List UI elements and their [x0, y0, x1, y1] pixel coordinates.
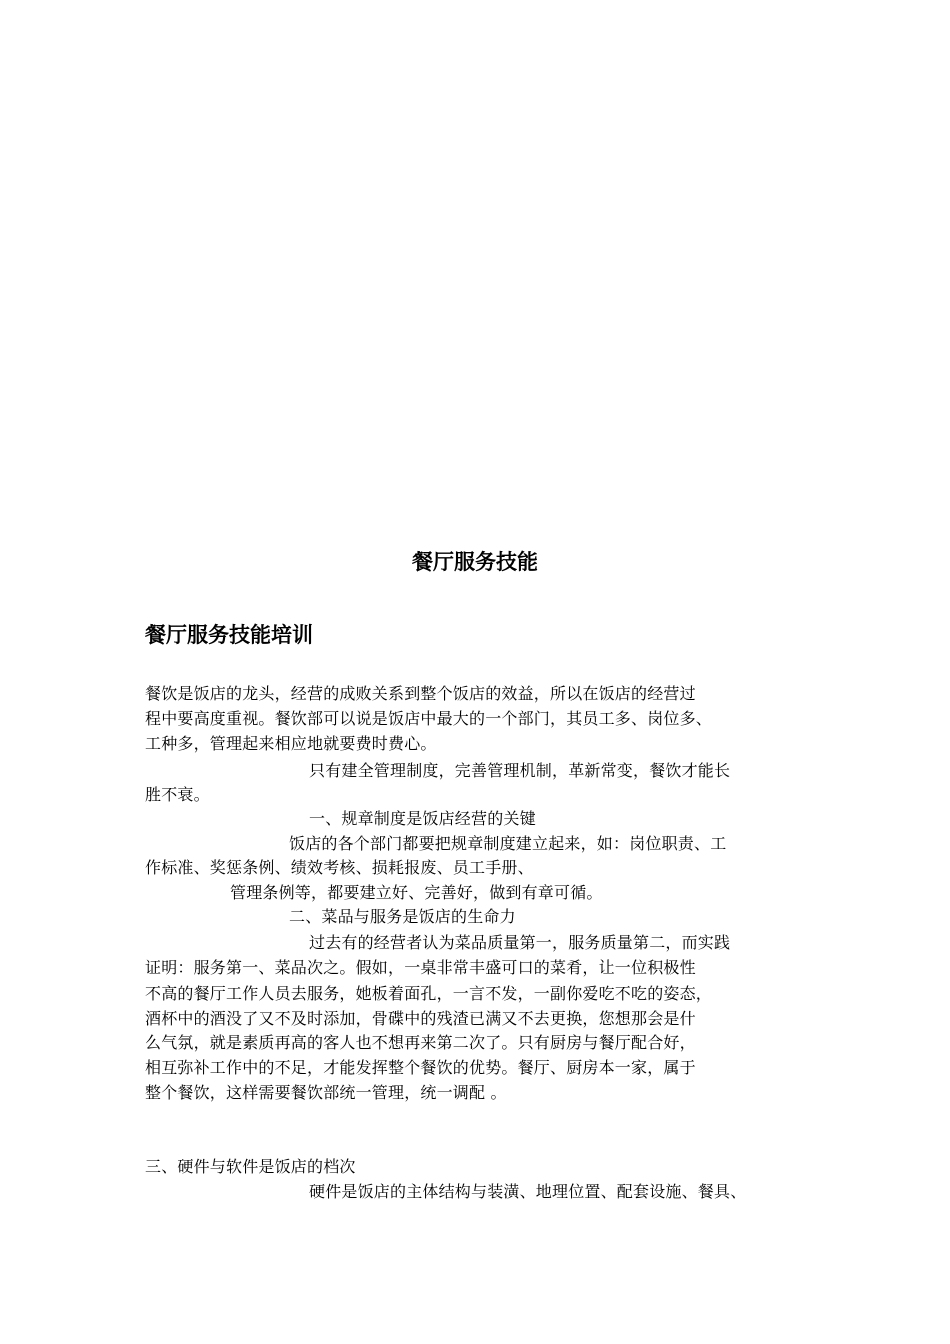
body-line: 程中要高度重视。餐饮部可以说是饭店中最大的一个部门，其员工多、岗位多、 — [145, 709, 713, 728]
body-line: 只有建全管理制度，完善管理机制，革新常变，餐饮才能长 — [309, 761, 731, 780]
body-line: 相互弥补工作中的不足，才能发挥整个餐饮的优势。餐厅、厨房本一家，属于 — [145, 1058, 696, 1077]
body-line: 过去有的经营者认为菜品质量第一，服务质量第二，而实践 — [309, 933, 731, 952]
body-line: 作标准、奖惩条例、绩效考核、损耗报废、员工手册、 — [145, 858, 534, 877]
body-line: 酒杯中的酒没了又不及时添加，骨碟中的残渣已满又不去更换，您想那会是什 — [145, 1009, 696, 1028]
body-line: 管理条例等，都要建立好、完善好，做到有章可循。 — [230, 883, 603, 902]
body-line: 么气氛，就是素质再高的客人也不想再来第二次了。只有厨房与餐厅配合好， — [145, 1033, 696, 1052]
section-heading: 一、规章制度是饭店经营的关键 — [309, 809, 536, 828]
body-line: 不高的餐厅工作人员去服务，她板着面孔，一言不发，一副你爱吃不吃的姿态， — [145, 984, 713, 1003]
body-line: 整个餐饮，这样需要餐饮部统一管理，统一调配 。 — [145, 1083, 507, 1102]
body-line: 硬件是饭店的主体结构与装潢、地理位置、配套设施、餐具、 — [309, 1182, 747, 1201]
body-line: 胜不衰。 — [145, 785, 210, 804]
body-line: 饭店的各个部门都要把规章制度建立起来，如：岗位职责、工 — [289, 834, 727, 853]
document-title: 餐厅服务技能 — [412, 550, 538, 574]
section-heading: 二、菜品与服务是饭店的生命力 — [289, 907, 516, 926]
section-heading: 三、硬件与软件是饭店的档次 — [145, 1157, 356, 1176]
body-line: 证明：服务第一、菜品次之。假如，一桌非常丰盛可口的菜肴，让一位积极性 — [145, 958, 696, 977]
body-line: 餐饮是饭店的龙头，经营的成败关系到整个饭店的效益，所以在饭店的经营过 — [145, 684, 696, 703]
document-subtitle: 餐厅服务技能培训 — [145, 623, 313, 647]
body-line: 工种多，管理起来相应地就要费时费心。 — [145, 734, 437, 753]
